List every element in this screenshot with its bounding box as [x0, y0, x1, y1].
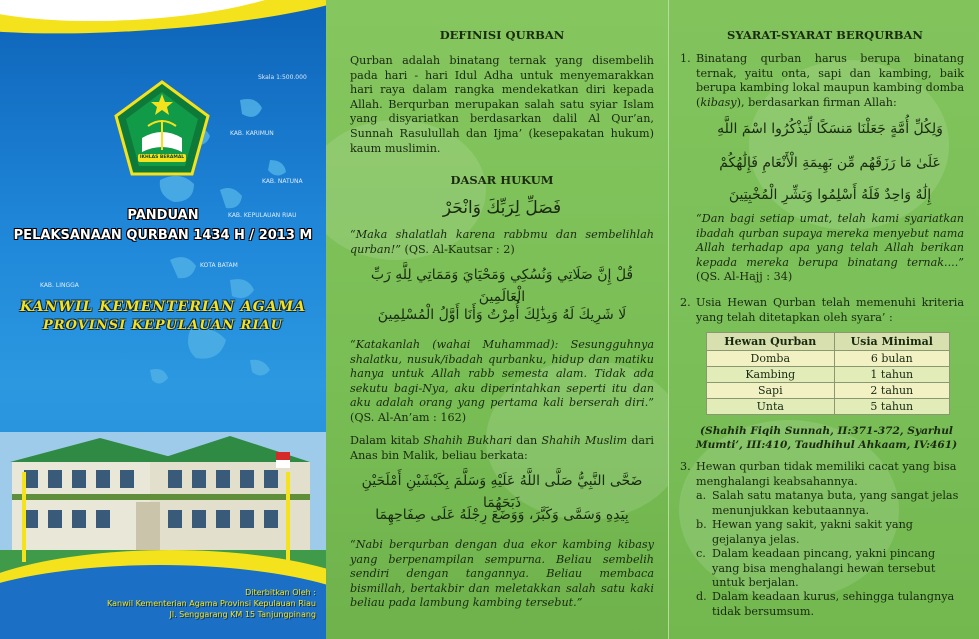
sub-letter: b. [696, 518, 707, 531]
cover-panel [0, 0, 326, 639]
publisher-label: Diterbitkan Oleh : [245, 588, 316, 597]
item3-number: 3. [680, 460, 691, 473]
hajj-quote: “Dan bagi setiap umat, telah kami syariatkan ibadah qurban supaya mereka menyebut nama Allah terhadap apa yang telah Allah berikan kepada mereka berupa binatang ternak....” [696, 212, 964, 269]
cover-org-line2: PROVINSI KEPULAUAN RIAU [42, 318, 283, 333]
table-row [707, 367, 950, 383]
dasar-hukum-heading: DASAR HUKUM [450, 173, 554, 187]
arabic-hadith-line1: ضَحَّى النَّبِيُّ صَلَّى اللَّهُ عَلَيْهِ وَسَلَّمَ بِكَبْشَيْنِ أَمْلَحَيْنِ ذَبَحَهُمَا [361, 473, 643, 511]
sub-letter: a. [696, 489, 707, 502]
anam-translation [350, 338, 654, 426]
table-cell: Sapi [707, 383, 835, 399]
emblem-ribbon-text: IKHLAS BERAMAL [139, 155, 185, 160]
map-label-natuna: KAB. NATUNA [262, 178, 303, 185]
table-cell: Unta [707, 399, 835, 415]
age-table [706, 332, 950, 415]
anam-quote: “Katakanlah (wahai Muhammad): Sesungguhnya shalatku, nusuk/ibadah qurbanku, hidup dan matiku hanya untuk Allah rabb semesta alam. Tidak ada sekutu bagi-Nya, aku diperintahkan seperti itu dan aku adalah orang yang pertama kali berserah diri.” [350, 338, 654, 410]
map-label-kepri: KAB. KEPULAUAN RIAU [228, 212, 297, 219]
item2-number: 2. [680, 296, 691, 309]
arabic-anam-line1: قُلْ إِنَّ صَلَاتِي وَنُسُكِي وَمَحْيَايَ وَمَمَاتِي لِلَّهِ رَبِّ الْعَالَمِينَ [370, 267, 634, 305]
scale-label: Skala 1:500.000 [258, 74, 307, 81]
item1-kibasy: kibasy [700, 95, 737, 109]
item1-number: 1. [680, 52, 691, 65]
hajj-ref: (QS. Al-Hajj : 34) [696, 270, 793, 284]
item2-text: Usia Hewan Qurban telah memenuhi kriteria yang telah ditetapkan oleh syara’ : [696, 296, 964, 324]
sub-item-c: Dalam keadaan pincang, yakni pincang yang bisa menghalangi hewan tersebut untuk berjalan. [712, 547, 936, 590]
arabic-hadith-line2: بِيَدِهِ وَسَمَّى وَكَبَّرَ، وَوَضَعَ رِجْلَهُ عَلَى صِفَاحِهِمَا [375, 507, 629, 523]
kautsar-translation [350, 228, 654, 257]
table-header-row [707, 333, 950, 351]
table-cell: Kambing [707, 367, 835, 383]
arabic-hajj-line3: إِلَٰهٌ وَاحِدٌ فَلَهُ أَسْلِمُوا وَبَشِّرِ الْمُخْبِتِينَ [728, 187, 932, 203]
table-row [707, 351, 950, 367]
table-cell: 1 tahun [834, 367, 949, 383]
middle-panel [326, 0, 669, 639]
publisher-address: Jl. Senggarang KM 15 Tanjungpinang [169, 610, 316, 619]
sub-item-d: Dalam keadaan kurus, sehingga tulangnya tidak bersumsum. [712, 590, 955, 618]
table-row [707, 399, 950, 415]
table-cell: 5 tahun [834, 399, 949, 415]
table-header: Hewan Qurban [707, 333, 835, 351]
table-cell: 6 bulan [834, 351, 949, 367]
table-source: (Shahih Fiqih Sunnah, II:371-372, Syarhul Mumti’, III:410, Taudhihul Ahkaam, IV:461) [695, 425, 958, 451]
sub-item-b: Hewan yang sakit, yakni sakit yang gejalanya jelas. [712, 518, 913, 546]
hadith-intro-part: dari Anas bin Malik, beliau berkata: [350, 434, 655, 462]
sub-item-a: Salah satu matanya buta, yang sangat jelas menunjukkan kebutaannya. [712, 489, 959, 517]
definisi-text: Qurban adalah binatang ternak yang disembelih pada hari - hari Idul Adha untuk menyemarakkan hari raya dalam rangka mendekatkan diri kepada Allah. Berqurban merupakan salah satu syiar Islam yang disyariatkan berdasarkan dalil Al Qur’an, Sunnah Rasulullah dan Ijma’ (kesepakatan hukum) kaum muslimin. [350, 54, 654, 155]
arabic-hajj-line1: وَلِكُلِّ أُمَّةٍ جَعَلْنَا مَنسَكًا لِّيَذْكُرُوا اسْمَ اللَّهِ [717, 121, 943, 137]
hadith-translation: “Nabi berqurban dengan dua ekor kambing kibasy yang berpenampilan sempurna. Beliau sembelih sendiri dengan tangannya. Beliau membaca bismillah, bertakbir dan meletakkan salah satu kaki beliau pada lambung kambing tersebut.” [350, 538, 654, 610]
sub-letter: d. [696, 590, 707, 603]
arabic-kautsar: فَصَلِّ لِرَبِّكَ وَانْحَرْ [442, 198, 562, 218]
hadith-intro-part: dan [512, 434, 542, 447]
arabic-anam-line2: لَا شَرِيكَ لَهُ وَبِذَٰلِكَ أُمِرْتُ وَأَنَا أَوَّلُ الْمُسْلِمِينَ [377, 307, 627, 323]
hajj-translation [696, 212, 964, 285]
item1-text-part: Binatang qurban harus berupa binatang ternak, yaitu onta, sapi dan kambing, baik berupa kambing lokal maupun kambing domba ( [696, 52, 965, 109]
hadith-book-bukhari: Shahih Bukhari [423, 434, 513, 447]
table-header: Usia Minimal [834, 333, 949, 351]
map-label-lingga: KAB. LINGGA [40, 282, 79, 289]
hadith-intro [350, 434, 654, 463]
kautsar-quote: “Maka shalatlah karena rabbmu dan sembelihlah qurban!” [350, 228, 654, 256]
cover-org-line1: KANWIL KEMENTERIAN AGAMA [20, 299, 306, 315]
map-label-karimun: KAB. KARIMUN [230, 130, 274, 137]
item1-text-part: ), berdasarkan firman Allah: [736, 95, 897, 109]
syarat-heading: SYARAT-SYARAT BERQURBAN [727, 28, 923, 42]
map-label-batam: KOTA BATAM [200, 262, 238, 269]
cover-title-line1: PANDUAN [127, 208, 199, 223]
hadith-book-muslim: Shahih Muslim [541, 434, 628, 447]
arabic-hajj-line2: عَلَىٰ مَا رَزَقَهُم مِّن بَهِيمَةِ الْأَنْعَامِ فَإِلَٰهُكُمْ [719, 155, 941, 171]
anam-ref: (QS. Al-An’am : 162) [350, 410, 467, 424]
kautsar-ref: (QS. Al-Kautsar : 2) [400, 242, 515, 256]
kemenag-emblem [112, 80, 212, 180]
publisher-name: Kanwil Kementerian Agama Provinsi Kepulauan Riau [107, 599, 316, 608]
table-row [707, 383, 950, 399]
item1-text [696, 52, 964, 110]
cover-title-line2: PELAKSANAAN QURBAN 1434 H / 2013 M [13, 228, 313, 243]
hadith-intro-part: Dalam kitab [350, 434, 424, 447]
table-cell: Domba [707, 351, 835, 367]
table-cell: 2 tahun [834, 383, 949, 399]
definisi-heading: DEFINISI QURBAN [439, 28, 565, 42]
sub-letter: c. [696, 547, 706, 560]
item3-text: Hewan qurban tidak memiliki cacat yang bisa menghalangi keabsahannya. [696, 460, 957, 488]
